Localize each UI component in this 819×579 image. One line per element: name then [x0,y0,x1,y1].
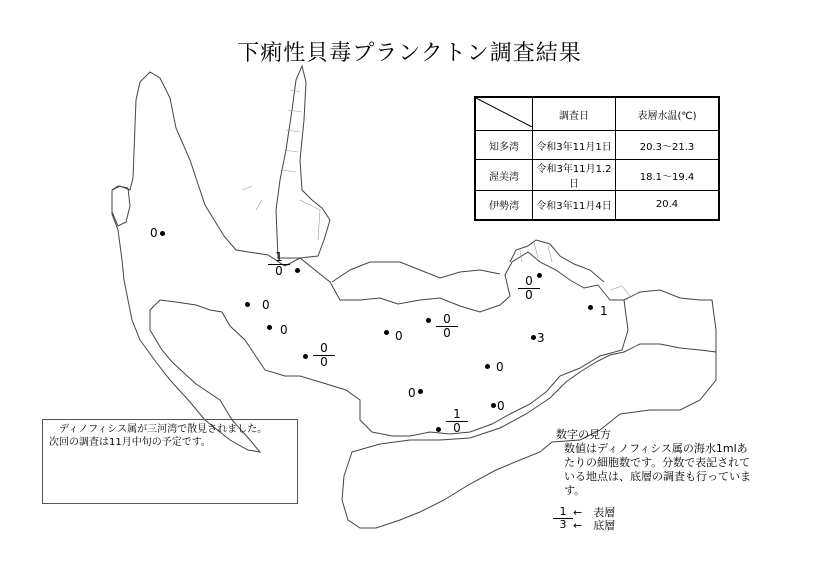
surface-value: 1 [446,408,468,422]
legend-body: 数値はディノフィシス属の海水1mlあたりの細胞数です。分数で表記されている地点は、底層の調査も行っています。 [564,442,751,497]
bottom-value: 0 [320,355,328,369]
survey-date: 令和3年11月4日 [533,191,616,220]
station-value: 0 [408,386,416,400]
table-row [475,191,719,220]
station-dot [588,305,593,310]
water-temp: 20.4 [616,191,720,220]
notice-line: 次回の調査は11月中旬の予定です。 [49,437,211,448]
station-fraction [446,408,468,435]
nagoya-port-coast [276,66,330,258]
surface-value: 0 [518,275,540,289]
station-dot [160,231,165,236]
bottom-value: 0 [525,288,533,302]
header-temp: 表層水温(℃) [616,97,720,131]
table-corner [475,97,533,131]
survey-date: 令和3年11月1日 [533,131,616,160]
notice-line: ディノフィシス属が三河湾で散見されました。 [59,424,268,435]
diagonal-line [476,98,532,127]
legend-surface-label: ← 表層 [573,505,616,519]
station-fraction [436,313,458,340]
station-dot [384,330,389,335]
bay-name: 知多湾 [475,131,533,160]
notice-box [42,419,298,504]
bottom-value: 0 [453,421,461,435]
station-fraction [268,251,290,278]
mikawa-east-coast [624,290,716,352]
bay-name: 伊勢湾 [475,191,533,220]
station-value: 3 [537,331,545,345]
station-dot [245,302,250,307]
station-fraction [518,275,540,302]
water-temp: 18.1～19.4 [616,160,720,191]
station-dot [491,403,496,408]
legend-bottom-label: ← 底層 [573,518,616,532]
water-temp: 20.3～21.3 [616,131,720,160]
station-value: 0 [280,323,288,337]
bottom-value: 0 [443,326,451,340]
station-value: 0 [496,360,504,374]
station-value: 0 [150,226,158,240]
station-dot [436,427,441,432]
station-dot [485,364,490,369]
chita-coast-inner [332,262,500,282]
surface-value: 1 [268,251,290,265]
bottom-value: 0 [275,264,283,278]
station-dot [531,335,536,340]
station-fraction [313,342,335,369]
station-dot [426,318,431,323]
station-dot [303,354,308,359]
table-row [475,160,719,191]
survey-table [474,96,720,221]
station-dot [418,389,423,394]
station-value: 1 [600,304,608,318]
legend [556,428,756,498]
table-row [475,131,719,160]
station-dot [267,325,272,330]
legend-surface-value: 1 [553,505,573,519]
station-value: 0 [497,399,505,413]
header-date: 調査日 [533,97,616,131]
legend-key [553,505,615,531]
page-title: 下痢性貝毒プランクトン調査結果 [237,41,582,66]
bay-name: 渥美湾 [475,160,533,191]
surface-value: 0 [313,342,335,356]
station-value: 0 [262,298,270,312]
legend-bottom-value: 3 [559,518,567,531]
station-dot [295,268,300,273]
station-value: 0 [395,329,403,343]
surface-value: 0 [436,313,458,327]
survey-date: 令和3年11月1.2日 [533,160,616,191]
legend-heading: 数字の見方 [556,428,611,441]
